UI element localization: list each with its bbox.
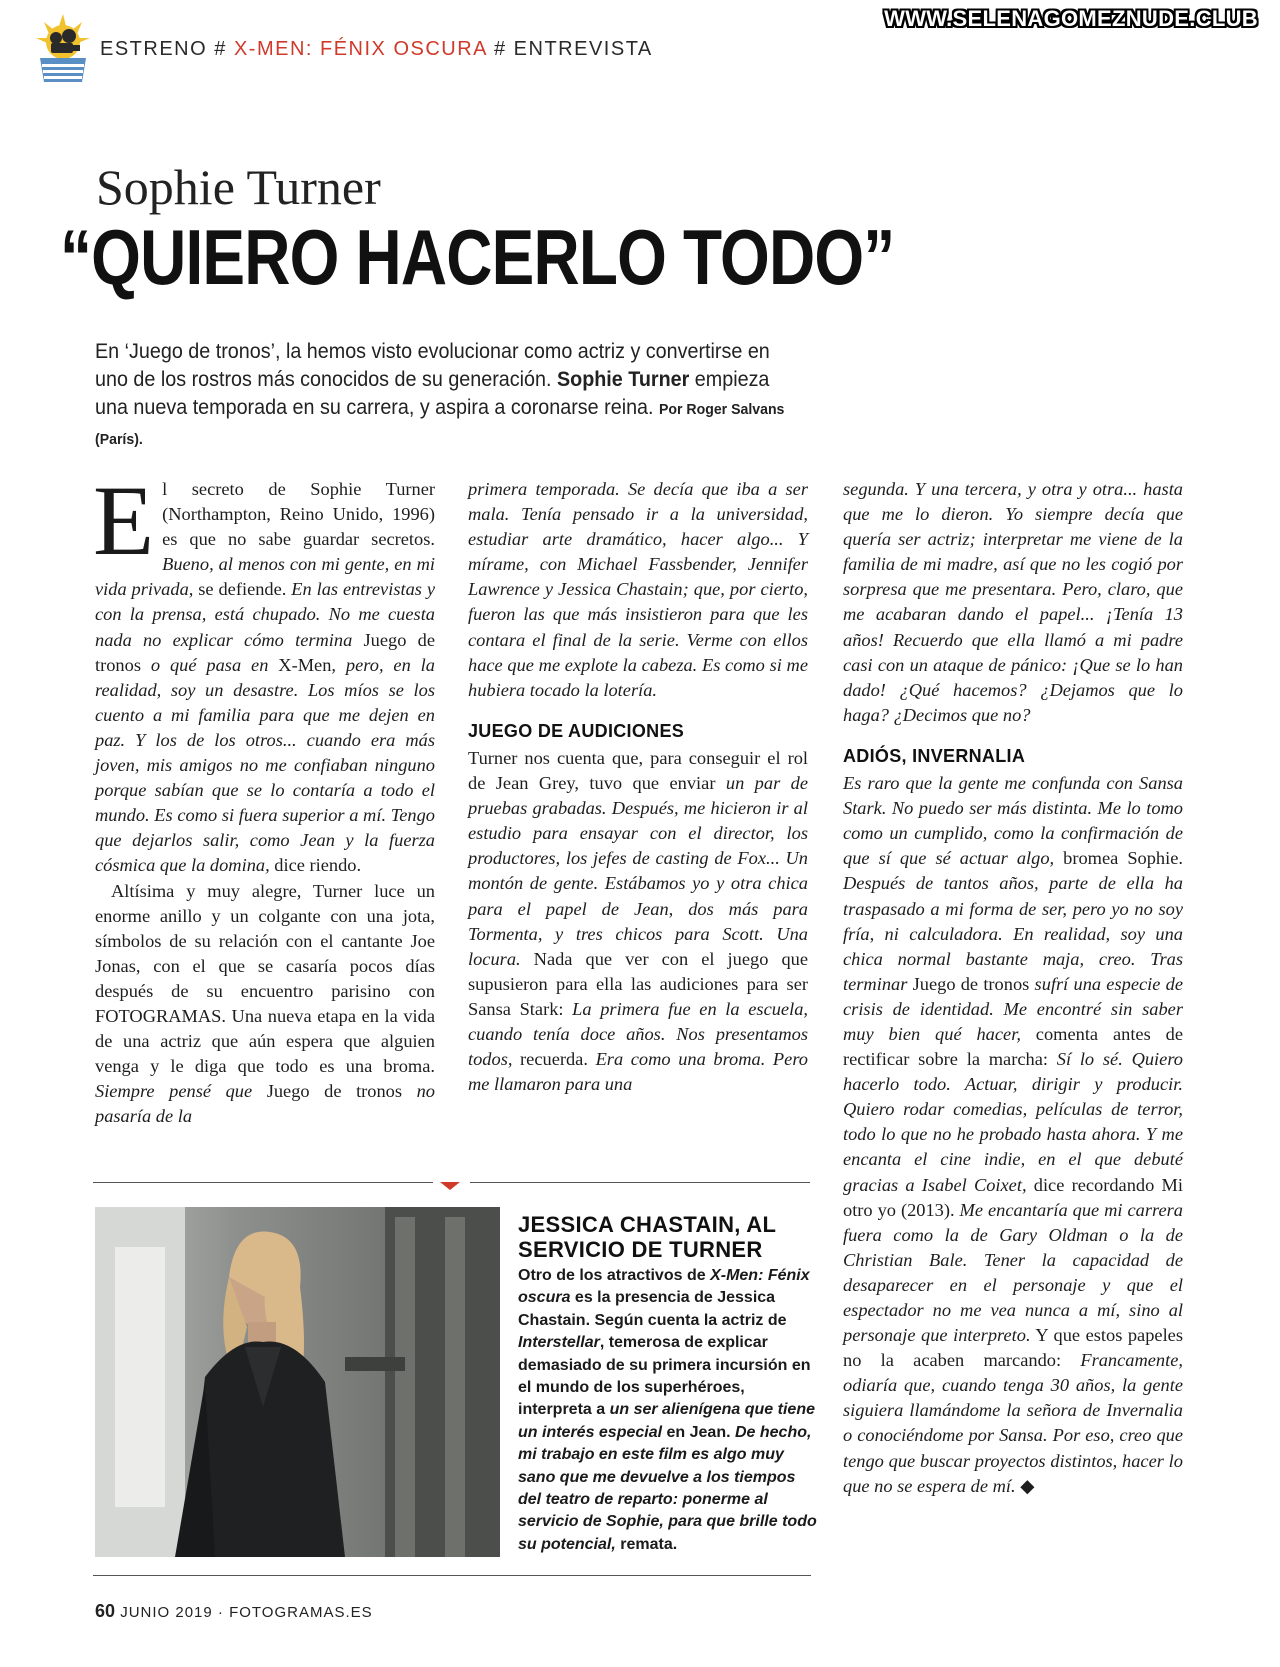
quote-run: Siempre pensé que bbox=[95, 1081, 267, 1102]
quote-run: Francamente, odiaría que, cuando tenga 30 años, la gente siguiera llamándome la señora de Invernalia o conociéndome por Sansa. Por eso, creo que tengo que buscar proyectos distintos, hacer lo que no se espera de mí. bbox=[843, 1350, 1183, 1496]
paragraph bbox=[95, 879, 435, 1130]
quote-run: , pero, en la realidad, soy un desastre. Los míos se los cuento a mi familia para que me dejen en paz. Y los de los otros... cuando era más joven, mis amigos no me confiaban ninguno porque sabían que se lo contaría a todo el mundo. Es como si fuera superior a mí. Tengo que dejarlos salir, como Jean y la fuerza cósmica que la domina, bbox=[95, 654, 435, 876]
breadcrumb-section-estreno: ESTRENO bbox=[100, 38, 208, 60]
text-run: l secreto de Sophie Turner (Northampton, Reino Unido, 1996) es que no sabe guardar secretos. bbox=[162, 479, 435, 550]
divider bbox=[470, 1182, 810, 1183]
quote-run: Sí lo sé. Quiero hacerlo todo. Actuar, dirigir y producir. Quiero rodar comedias, películas de terror, todo lo que no he probado hasta ahora. Y me encanta el cine indie, en el que debuté gracias a Isabel Coixet, bbox=[843, 1049, 1183, 1195]
paragraph bbox=[468, 746, 808, 1097]
article-column-1 bbox=[93, 465, 435, 1129]
photo-jessica-chastain bbox=[95, 1207, 500, 1557]
quote-run: De hecho, mi trabajo en este film es algo muy sano que me devuelve a los tiempos del teatro de reparto: ponerme al servicio de Sophie, para que brille todo su potencial, bbox=[518, 1423, 817, 1553]
breadcrumb-section-entrevista: ENTREVISTA bbox=[513, 38, 653, 60]
text-run: Altísima y muy alegre, Turner luce un enorme anillo y un colgante con una jota, símbolos de su relación con el cantante Joe Jonas, con el que se casaría pocos días después de su encuentro parisino con FOTOGRAMAS. Una nueva etapa en la vida de una actriz que aún espera que alguien venga y le diga que todo es una broma. bbox=[95, 880, 435, 1077]
quote-run: Era como una broma. Pero me llamaron para una bbox=[468, 1049, 808, 1095]
title-run: Juego de tronos bbox=[266, 1081, 403, 1102]
title-run: Mi otro yo bbox=[843, 1174, 1183, 1220]
text-run: Y que estos papeles no la acaben marcando: bbox=[843, 1325, 1183, 1371]
article-column-3 bbox=[843, 477, 1183, 1499]
quote-run: o qué pasa en bbox=[140, 654, 279, 675]
article-kicker: Sophie Turner bbox=[96, 159, 381, 215]
quote-run: Es raro que la gente me confunda con Sansa Stark. No puedo ser más distinta. Me lo tomo como un cumplido, como la confirmación de que sí que sé actuar algo, bbox=[843, 773, 1183, 869]
quote-run: La primera fue en la escuela, cuando tenía doce años. Nos presentamos todos, bbox=[468, 998, 808, 1070]
quote-run: segunda. Y una tercera, y otra y otra... hasta que me lo dieron. Yo siempre decía que quería ser actriz; interpretar me viene de la familia de mi madre, así que no les cogió por sorpresa que me presentara. Pero, claro, que me acabaran dando el papel... ¡Tenía 13 años! Recuerdo que ella llamó a mi padre casi con un ataque de pánico: ¡Que se lo han dado! ¿Qué hacemos? ¿Dejamos que lo haga? ¿Decimos que no? bbox=[843, 479, 1183, 725]
quote-run: primera temporada. Se decía que iba a ser mala. Tenía pensado ir a la universidad, estudiar arte dramático, hacer algo... Y mírame, con Michael Fassbender, Jennifer Lawrence y Jessica Chastain; que, por cierto, fueron las que más insistieron para que les contara el final de la serie. Verme con ellos hace que me explote la cabeza. Es como si me hubiera tocado la lotería. bbox=[468, 479, 808, 700]
title-run: X-Men: Fénix oscura bbox=[518, 1267, 810, 1307]
quote-run: no pasaría de la bbox=[95, 1081, 435, 1127]
sidebar-body bbox=[518, 1265, 818, 1556]
byline: Por Roger Salvans (París). bbox=[95, 401, 785, 448]
quote-run: un par de pruebas grabadas. Después, me hicieron ir al estudio para ensayar con el director, los productores, los jefes de casting de Fox... Un montón de gente. Estábamos yo y otra chica para el papel de Jean, dos más para Tormenta, y tres chicos para Scott. Una locura. bbox=[468, 773, 808, 969]
text-run: es la presencia de Jessica Chastain. Según cuenta la actriz de bbox=[518, 1289, 787, 1329]
dek-name: Sophie Turner bbox=[556, 368, 690, 391]
article-dek bbox=[95, 338, 786, 454]
breadcrumb-separator: # bbox=[486, 38, 514, 60]
quote-run: Después de tantos años, parte de ella ha traspasado a mi forma de ser, pero yo no soy fría, ni calculadora. En realidad, soy una chica normal bastante maja, creo. Tras terminar bbox=[843, 873, 1183, 994]
watermark-text: WWW.SELENAGOMEZNUDE.CLUB bbox=[884, 6, 1258, 31]
text-run: Otro de los atractivos de bbox=[518, 1267, 711, 1284]
page-number: 60 bbox=[95, 1601, 116, 1621]
dek-text: En ‘Juego de tronos’, la hemos visto evolucionar como actriz y convertirse en uno de los rostros más conocidos de su generación. bbox=[95, 340, 770, 391]
quote-run: Bueno, al menos con mi gente, en mi vida privada, bbox=[95, 554, 435, 600]
text-run: (2013). bbox=[895, 1199, 960, 1220]
quote-run: En las entrevistas y con la prensa, está chupado. No me cuesta nada no explicar cómo termina bbox=[95, 579, 435, 650]
title-run: Juego de tronos bbox=[912, 973, 1030, 994]
photo-illustration bbox=[95, 1207, 500, 1557]
page-footer bbox=[95, 1601, 373, 1622]
paragraph bbox=[468, 477, 808, 703]
quote-run: Me encantaría que mi carrera fuera como la de Gary Oldman o la de Christian Bale. Tener la capacidad de desaparecer en el personaje y que el espectador no me vea nunca a mí, sino al personaje que interpreto. bbox=[843, 1199, 1184, 1346]
quote-run: un ser alienígena que tiene un interés especial bbox=[518, 1401, 815, 1441]
triangle-marker-icon bbox=[440, 1182, 460, 1190]
paragraph bbox=[843, 771, 1183, 1499]
title-run: X-Men bbox=[278, 654, 332, 675]
text-run: remata. bbox=[615, 1535, 678, 1553]
paragraph bbox=[93, 465, 435, 879]
article-column-2 bbox=[468, 477, 808, 1097]
quote-run: sufrí una especie de crisis de identidad. Me encontré sin saber muy bien qué hacer, bbox=[843, 973, 1184, 1044]
drop-cap: E bbox=[93, 465, 155, 576]
title-run: Juego de tronos bbox=[95, 629, 435, 675]
text-run: dice recordando bbox=[1026, 1174, 1162, 1195]
dek-text: empieza una nueva temporada en su carrera, y aspira a coronarse reina. bbox=[95, 368, 770, 419]
title-run: Interstellar bbox=[518, 1334, 600, 1352]
text-run: se defiende. bbox=[193, 579, 292, 600]
article-headline: “QUIERO HACERLO TODO” bbox=[60, 213, 895, 301]
film-camera-icon bbox=[32, 12, 94, 84]
subheading: JUEGO DE AUDICIONES bbox=[468, 720, 685, 741]
text-run: , temerosa de explicar demasiado de su primera incursión en el mundo de los superhéroes, interpreta a bbox=[518, 1334, 811, 1419]
divider bbox=[93, 1575, 811, 1576]
breadcrumb-section-film: X-MEN: FÉNIX OSCURA bbox=[233, 38, 487, 60]
breadcrumb-separator: # bbox=[207, 38, 234, 60]
text-run: recuerda. bbox=[512, 1049, 596, 1070]
end-mark-icon: ◆ bbox=[1015, 1475, 1035, 1496]
text-run: dice riendo. bbox=[269, 855, 362, 876]
text-run: comenta antes de rectificar sobre la marcha: bbox=[843, 1023, 1183, 1070]
text-run: bromea Sophie. bbox=[1054, 848, 1183, 869]
divider bbox=[93, 1182, 433, 1183]
paragraph bbox=[843, 477, 1183, 728]
text-run: en Jean. bbox=[662, 1423, 735, 1441]
text-run: Turner nos cuenta que, para conseguir el rol de Jean Grey, tuvo que enviar bbox=[468, 747, 808, 794]
breadcrumb bbox=[100, 38, 653, 61]
issue-info: JUNIO 2019 · FOTOGRAMAS.ES bbox=[115, 1604, 373, 1621]
sidebar-title: JESSICA CHASTAIN, AL SERVICIO DE TURNER bbox=[518, 1212, 776, 1262]
subheading: ADIÓS, INVERNALIA bbox=[843, 745, 1026, 766]
text-run: Nada que ver con el juego que supusieron para ella las audiciones para ser Sansa Stark: bbox=[468, 948, 808, 1019]
